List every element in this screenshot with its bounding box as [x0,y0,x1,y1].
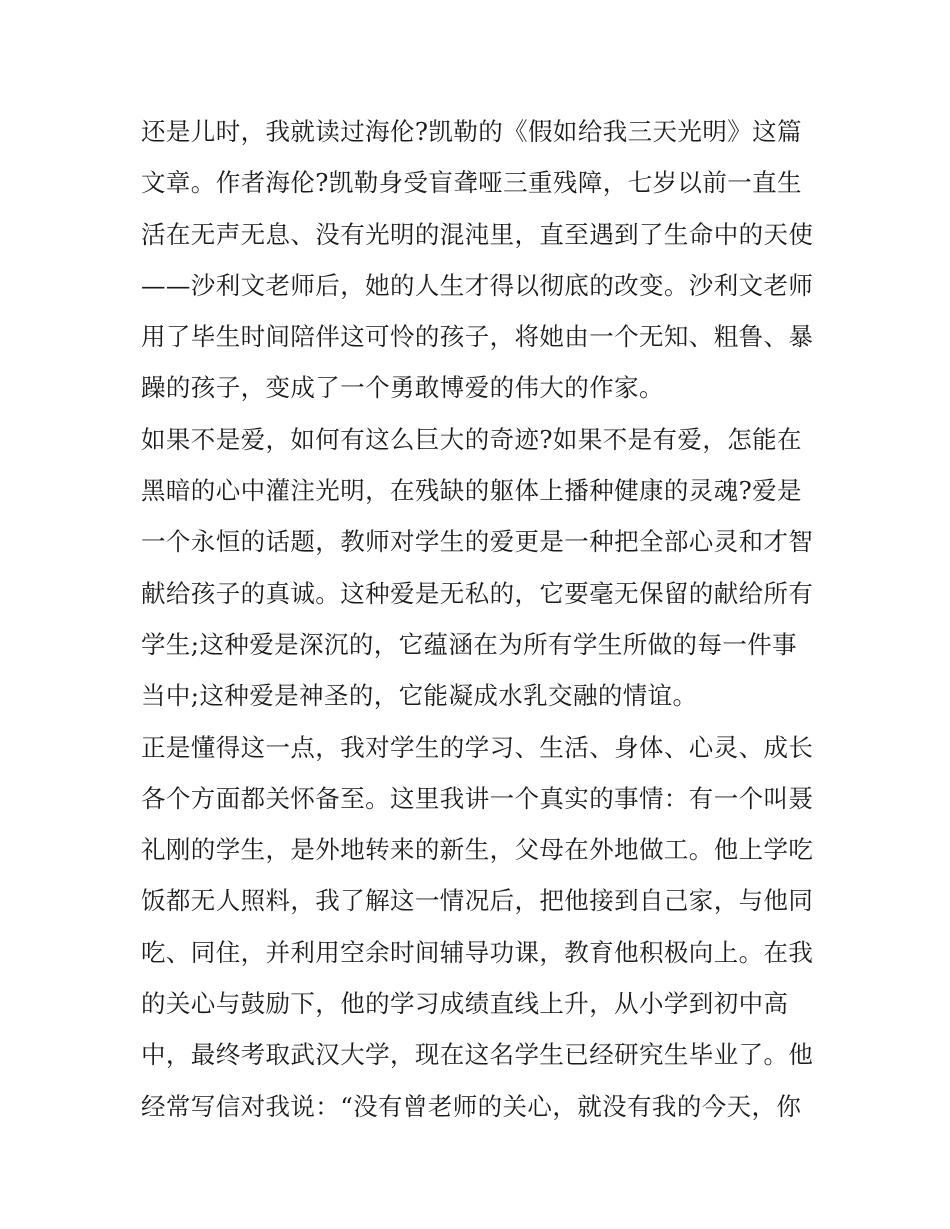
text-line: 黑暗的心中灌注光明，在残缺的躯体上播种健康的灵魂?爱是 [141,476,802,506]
text-line: 饭都无人照料，我了解这一情况后，把他接到自己家，与他同 [141,886,814,916]
text-line: 献给孩子的真诚。这种爱是无私的，它要毫无保留的献给所有 [141,578,814,608]
body-text [141,106,821,1132]
text-line: 的关心与鼓励下，他的学习成绩直线上升，从小学到初中高 [141,989,789,1019]
text-line: 活在无声无息、没有光明的混沌里，直至遇到了生命中的天使 [141,219,814,249]
text-line: 吃、同住，并利用空余时间辅导功课，教育他积极向上。在我 [141,937,814,967]
text-line: 当中;这种爱是神圣的，它能凝成水乳交融的情谊。 [141,681,698,711]
text-line: 躁的孩子，变成了一个勇敢博爱的伟大的作家。 [141,373,664,403]
text-line: 经常写信对我说：“没有曾老师的关心，就没有我的今天，你 [141,1091,802,1121]
text-line: 礼刚的学生，是外地转来的新生，父母在外地做工。他上学吃 [141,835,814,865]
text-line: 各个方面都关怀备至。这里我讲一个真实的事情：有一个叫聂 [141,783,814,813]
text-line: 还是儿时，我就读过海伦?凯勒的《假如给我三天光明》这篇 [141,117,802,146]
text-line: 中，最终考取武汉大学，现在这名学生已经研究生毕业了。他 [141,1040,814,1070]
text-line: 用了毕生时间陪伴这可怜的孩子，将她由一个无知、粗鲁、暴 [141,322,814,352]
text-line: 正是懂得这一点，我对学生的学习、生活、身体、心灵、成长 [141,732,814,762]
text-line: 一个永恒的话题，教师对学生的爱更是一种把全部心灵和才智 [141,527,814,557]
text-line: 文章。作者海伦?凯勒身受盲聋哑三重残障，七岁以前一直生 [141,168,802,198]
text-line: 学生;这种爱是深沉的，它蕴涵在为所有学生所做的每一件事 [141,629,798,659]
text-line: 如果不是爱，如何有这么巨大的奇迹?如果不是有爱，怎能在 [141,424,802,454]
text-line: ——沙利文老师后，她的人生才得以彻底的改变。沙利文老师 [141,270,814,300]
